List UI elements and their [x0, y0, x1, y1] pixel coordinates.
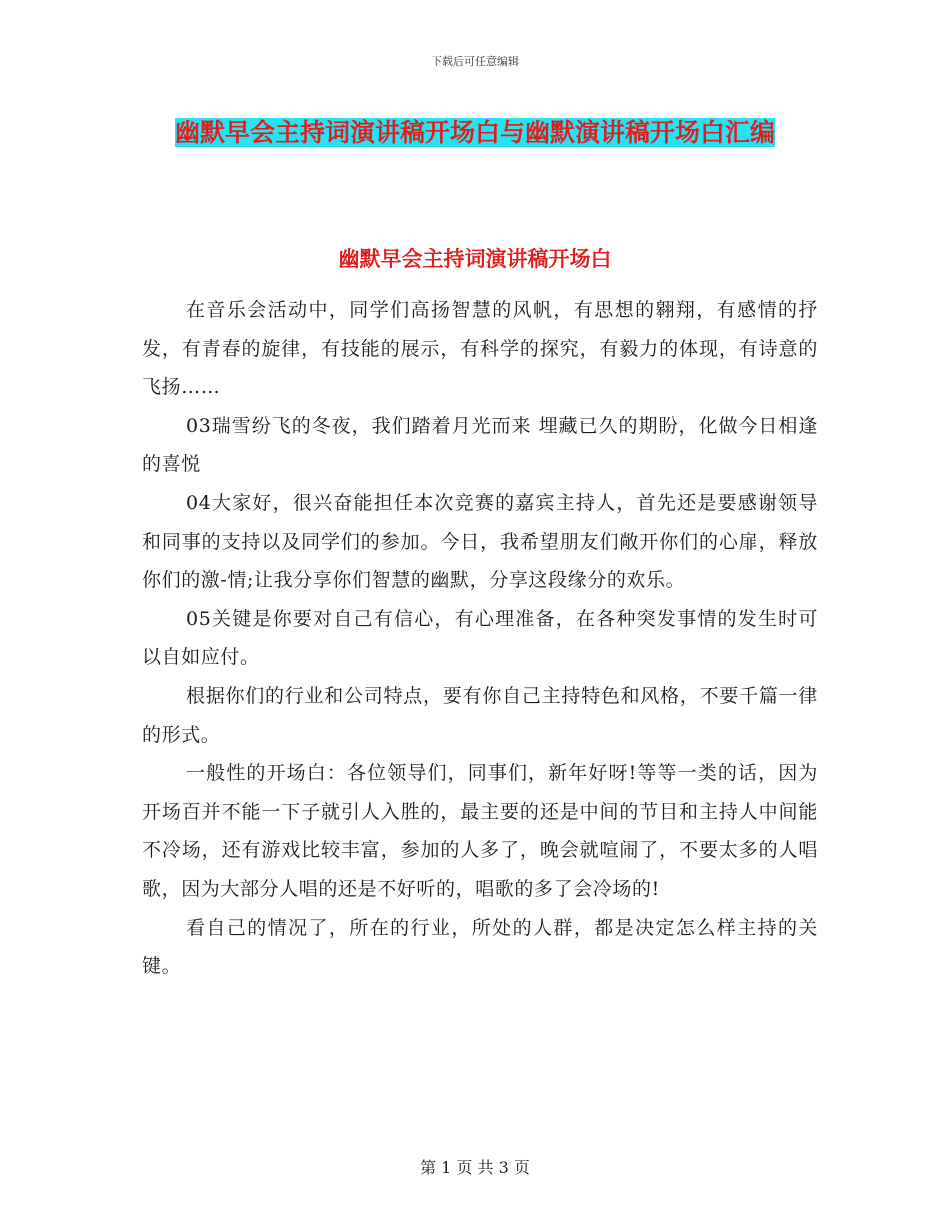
paragraph: 看自己的情况了，所在的行业，所处的人群，都是决定怎么样主持的关键。: [142, 916, 818, 978]
header-note: 下载后可任意编辑: [431, 55, 519, 68]
paragraph: 05关键是你要对自己有信心，有心理准备，在各种突发事情的发生时可以自如应付。: [142, 607, 818, 669]
paragraph: 根据你们的行业和公司特点，要有你自己主持特色和风格，不要千篇一律的形式。: [142, 684, 818, 746]
paragraph: 在音乐会活动中，同学们高扬智慧的风帆，有思想的翱翔，有感情的抒发，有青春的旋律，有技能的展示，有科学的探究，有毅力的体现，有诗意的飞扬……: [142, 299, 818, 399]
document-title: [150, 110, 800, 156]
paragraph: 一般性的开场白：各位领导们，同事们，新年好呀!等等一类的话，因为开场百并不能一下子就引人入胜的，最主要的还是中间的节目和主持人中间能不冷场，还有游戏比较丰富，参加的人多了，晚会就喧闹了，不要太多的人唱歌，因为大部分人唱的还是不好听的，唱歌的多了会冷场的!: [142, 762, 818, 900]
paragraph: 04大家好，很兴奋能担任本次竞赛的嘉宾主持人，首先还是要感谢领导和同事的支持以及同学们的参加。今日，我希望朋友们敞开你们的心扉，释放你们的激-情;让我分享你们智慧的幽默，分享这段缘分的欢乐。: [142, 491, 818, 592]
section-title: 幽默早会主持词演讲稿开场白: [338, 246, 612, 271]
document-body: [142, 291, 818, 986]
paragraph: 03瑞雪纷飞的冬夜，我们踏着月光而来 埋藏已久的期盼，化做今日相逢的喜悦: [142, 414, 818, 476]
document-title-text: 幽默早会主持词演讲稿开场白与幽默演讲稿开场白汇编: [174, 118, 775, 147]
page-number: 第 1 页 共 3 页: [420, 1158, 530, 1177]
